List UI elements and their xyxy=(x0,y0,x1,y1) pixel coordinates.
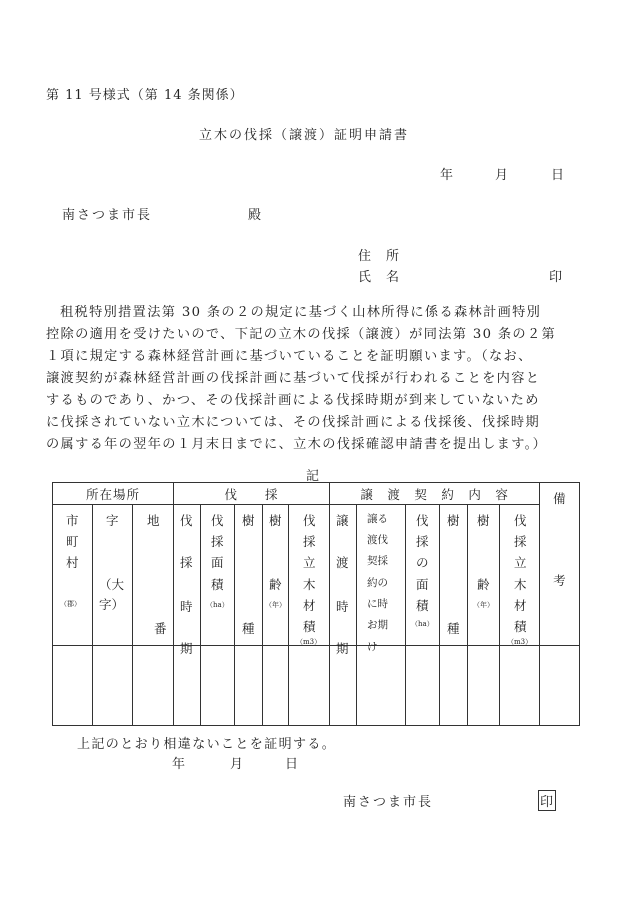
paragraph-line: 譲渡契約が森林経営計画の伐採計画に基づいて伐採が行われることを内容と xyxy=(46,371,541,386)
col-lot-header: 地 番 xyxy=(133,505,174,646)
col-contract-age-header: 樹 齢 （年） xyxy=(468,505,500,646)
entry-cell[interactable] xyxy=(330,646,357,726)
col-contract-volume-header: 伐 採 立 木 材 積 （m3） xyxy=(500,505,540,646)
col-contract-period-header: 譲る 渡伐 契採 約の に時 お期 け xyxy=(357,505,406,646)
col-aza-header: 字 （大 字） xyxy=(93,505,133,646)
remarks-header xyxy=(540,483,580,646)
col-harvest-period-header: 伐 採 時 期 xyxy=(174,505,201,646)
group-location: 所在場所 xyxy=(53,483,174,505)
paragraph-line: に伐採されていない立木については、その伐採計画による伐採後、伐採時期 xyxy=(46,415,541,430)
remarks-char: 考 xyxy=(553,573,566,588)
paragraph-line: するものであり、かつ、その伐採計画による伐採時期が到来していないため xyxy=(46,393,540,408)
col-contract-area-header: 伐 採 の 面 積 （ha） xyxy=(406,505,440,646)
paragraph-line: １項に規定する森林経営計画に基づいていることを証明願います。（なお、 xyxy=(46,349,533,364)
cert-date-month: 月 xyxy=(230,757,245,772)
entry-cell[interactable] xyxy=(133,646,174,726)
form-title: 立木の伐採（譲渡）証明申請書 xyxy=(199,128,410,143)
entry-cell[interactable] xyxy=(93,646,133,726)
entry-cell[interactable] xyxy=(500,646,540,726)
address-label: 住 所 xyxy=(358,249,401,264)
entry-cell[interactable] xyxy=(289,646,330,726)
remarks-char: 備 xyxy=(553,491,566,506)
form-number: 第 11 号様式（第 14 条関係） xyxy=(46,88,244,103)
paragraph-line: 租税特別措置法第 30 条の２の規定に基づく山林所得に係る森林計画特別 xyxy=(60,305,542,320)
col-age-header: 樹 齢 （年） xyxy=(263,505,289,646)
addressee-honorific: 殿 xyxy=(248,208,263,223)
entry-cell[interactable] xyxy=(53,646,93,726)
col-transfer-period-header: 譲 渡 時 期 xyxy=(330,505,357,646)
col-harvest-volume-header: 伐 採 立 木 材 積 （m3） xyxy=(289,505,330,646)
addressee-name: 南さつま市長 xyxy=(62,208,153,223)
name-label: 氏 名 xyxy=(358,270,401,285)
entry-cell[interactable] xyxy=(174,646,201,726)
entry-cell[interactable] xyxy=(440,646,468,726)
entry-cell[interactable] xyxy=(468,646,500,726)
paragraph-line: の属する年の翌年の１月末日までに、立木の伐採確認申請書を提出します。） xyxy=(46,437,548,452)
group-harvest: 伐 採 xyxy=(174,483,330,505)
entry-cell[interactable] xyxy=(263,646,289,726)
col-species-header: 樹 種 xyxy=(235,505,263,646)
date-day: 日 xyxy=(551,168,566,183)
paragraph-line: 控除の適用を受けたいので、下記の立木の伐採（譲渡）が同法第 30 条の２第 xyxy=(46,327,557,342)
col-contract-species-header: 樹 種 xyxy=(440,505,468,646)
col-city-header: 市 町 村 （郡） xyxy=(53,505,93,646)
entry-cell[interactable] xyxy=(235,646,263,726)
timber-table xyxy=(52,482,580,726)
table-row xyxy=(53,646,580,726)
group-transfer: 譲 渡 契 約 内 容 xyxy=(330,483,540,505)
col-harvest-area-header: 伐 採 面 積 （ha） xyxy=(201,505,235,646)
entry-cell[interactable] xyxy=(406,646,440,726)
entry-cell[interactable] xyxy=(357,646,406,726)
cert-date-year: 年 xyxy=(172,757,187,772)
entry-cell[interactable] xyxy=(201,646,235,726)
date-month: 月 xyxy=(495,168,510,183)
applicant-seal: 印 xyxy=(549,270,564,285)
certification-text: 上記のとおり相違ないことを証明する。 xyxy=(77,737,337,752)
date-year: 年 xyxy=(440,168,455,183)
mayor-name: 南さつま市長 xyxy=(343,795,434,810)
ki-heading: 記 xyxy=(306,469,321,484)
cert-date-day: 日 xyxy=(285,757,300,772)
request-paragraph xyxy=(46,302,586,456)
entry-cell[interactable] xyxy=(540,646,580,726)
mayor-seal: 印 xyxy=(538,790,556,811)
